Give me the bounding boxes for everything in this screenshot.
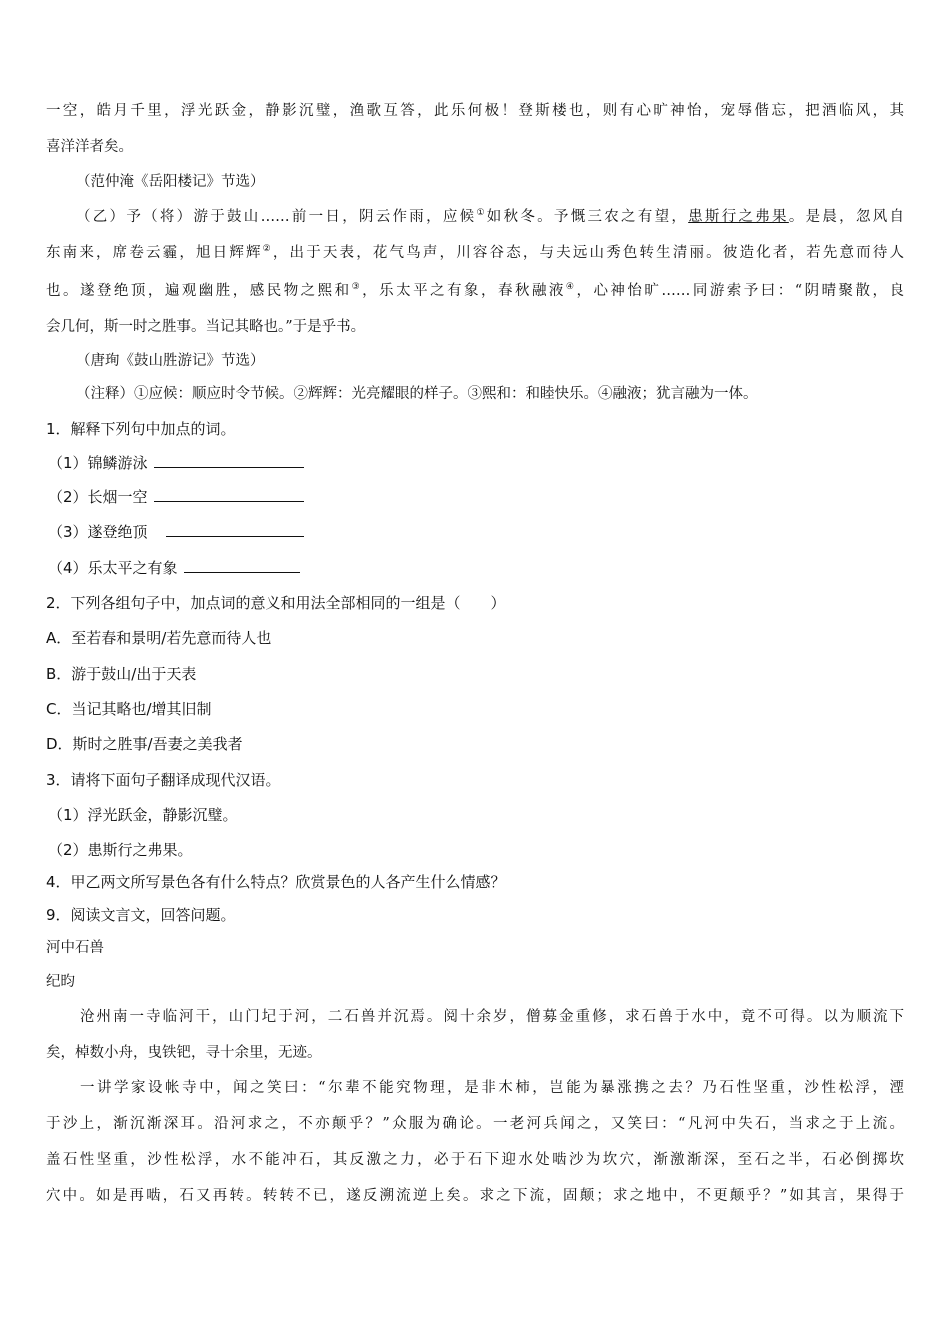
footnote-marker: ④ — [565, 282, 577, 293]
passage-a-line-2: 喜洋洋者矣。 — [46, 139, 133, 155]
passage-b-source: （唐珣《鼓山胜游记》节选） — [76, 353, 265, 369]
question-1-item — [48, 487, 304, 507]
item-text: （1）锦鳞游泳 — [48, 454, 148, 472]
question-1-item — [48, 522, 304, 542]
passage-b-text: 东南来，席卷云霾，旭日辉辉 — [46, 245, 263, 261]
item-text: （3）遂登绝顶 — [48, 523, 148, 541]
answer-blank[interactable] — [166, 522, 304, 537]
question-3-item: （1）浮光跃金，静影沉璧。 — [48, 806, 238, 824]
footnote-marker: ① — [476, 208, 487, 219]
footnote-marker: ③ — [351, 282, 363, 293]
passage-b-text: ，乐太平之有象，春秋融液 — [362, 283, 566, 299]
passage-b-text: 。是晨，忽风自 — [788, 209, 905, 225]
question-1-item — [48, 453, 304, 473]
question-2-option-d[interactable]: D．斯时之胜事/吾妻之美我者 — [46, 735, 243, 753]
passage-b-text: ，出于天表，花气鸟声，川容谷态，与夫远山秀色转生清丽。彼造化者，若先意而待人 — [272, 245, 904, 261]
passage-a-line-1: 一空，皓月千里，浮光跃金，静影沉璧，渔歌互答，此乐何极！登斯楼也，则有心旷神怡，宠辱偕忘，把酒临风，其 — [46, 103, 904, 119]
passage-a-source: （范仲淹《岳阳楼记》节选） — [76, 174, 265, 190]
passage-b-line-4: 会几何，斯一时之胜事。当记其略也。”于是乎书。 — [46, 319, 366, 335]
passage-b-text: ，心神怡旷……同游索予曰：“阴晴聚散，良 — [576, 283, 904, 299]
passage-c-line-2: 矣，棹数小舟，曳铁钯，寻十余里，无迹。 — [46, 1045, 322, 1061]
passage-b-line-3 — [46, 281, 904, 301]
passage-b-text: （乙）予（将）游于鼓山……前一日，阴云作雨，应候 — [76, 209, 477, 225]
question-2-option-a[interactable]: A．至若春和景明/若先意而待人也 — [46, 629, 272, 647]
passage-b-notes: （注释）①应候：顺应时令节候。②辉辉：光亮耀眼的样子。③熙和：和睦快乐。④融液；犹言融为一体。 — [76, 386, 758, 402]
question-1-stem: 1．解释下列句中加点的词。 — [46, 420, 236, 438]
passage-c-line-4: 于沙上，渐沉渐深耳。沿河求之，不亦颠乎？”众服为确论。一老河兵闻之，又笑曰：“凡河中失石，当求之于上流。 — [46, 1116, 904, 1132]
answer-blank[interactable] — [184, 558, 300, 573]
answer-blank[interactable] — [154, 453, 304, 468]
item-text: （2）长烟一空 — [48, 488, 148, 506]
passage-b-text: 也。遂登绝顶，遍观幽胜，感民物之熙和 — [46, 283, 352, 299]
footnote-marker: ② — [262, 244, 273, 255]
question-9-stem: 9．阅读文言文，回答问题。 — [46, 906, 236, 924]
question-2-option-b[interactable]: B．游于鼓山/出于天表 — [46, 665, 197, 683]
passage-title: 河中石兽 — [46, 940, 104, 956]
passage-c-line-5: 盖石性坚重，沙性松浮，水不能冲石，其反激之力，必于石下迎水处啮沙为坎穴，渐激渐深，至石之半，石必倒掷坎 — [46, 1152, 904, 1168]
item-text: （4）乐太平之有象 — [48, 559, 178, 577]
passage-b-line-2 — [46, 243, 904, 263]
underlined-phrase: 患斯行之弗果 — [688, 209, 789, 225]
answer-blank[interactable] — [154, 487, 304, 502]
passage-b-text: 如秋冬。予慨三农之有望， — [486, 209, 689, 225]
question-3-item: （2）患斯行之弗果。 — [48, 841, 193, 859]
question-2-option-c[interactable]: C．当记其略也/增其旧制 — [46, 700, 212, 718]
question-3-stem: 3．请将下面句子翻译成现代汉语。 — [46, 771, 281, 789]
passage-c-line-1: 沧州南一寺临河干，山门圮于河，二石兽并沉焉。阅十余岁，僧募金重修，求石兽于水中，竟不可得。以为顺流下 — [80, 1009, 904, 1025]
question-4-stem: 4．甲乙两文所写景色各有什么特点？欣赏景色的人各产生什么情感？ — [46, 873, 506, 891]
passage-c-line-6: 穴中。如是再啮，石又再转。转转不已，遂反溯流逆上矣。求之下流，固颠；求之地中，不更颠乎？”如其言，果得于 — [46, 1188, 904, 1204]
question-1-item — [48, 558, 300, 578]
question-2-stem: 2．下列各组句子中，加点词的意义和用法全部相同的一组是（ ） — [46, 594, 506, 612]
passage-author: 纪昀 — [46, 974, 75, 990]
passage-b-line-1 — [76, 207, 904, 227]
passage-c-line-3: 一讲学家设帐寺中，闻之笑曰：“尔辈不能究物理，是非木柿，岂能为暴涨携之去？乃石性坚重，沙性松浮，湮 — [80, 1080, 904, 1096]
